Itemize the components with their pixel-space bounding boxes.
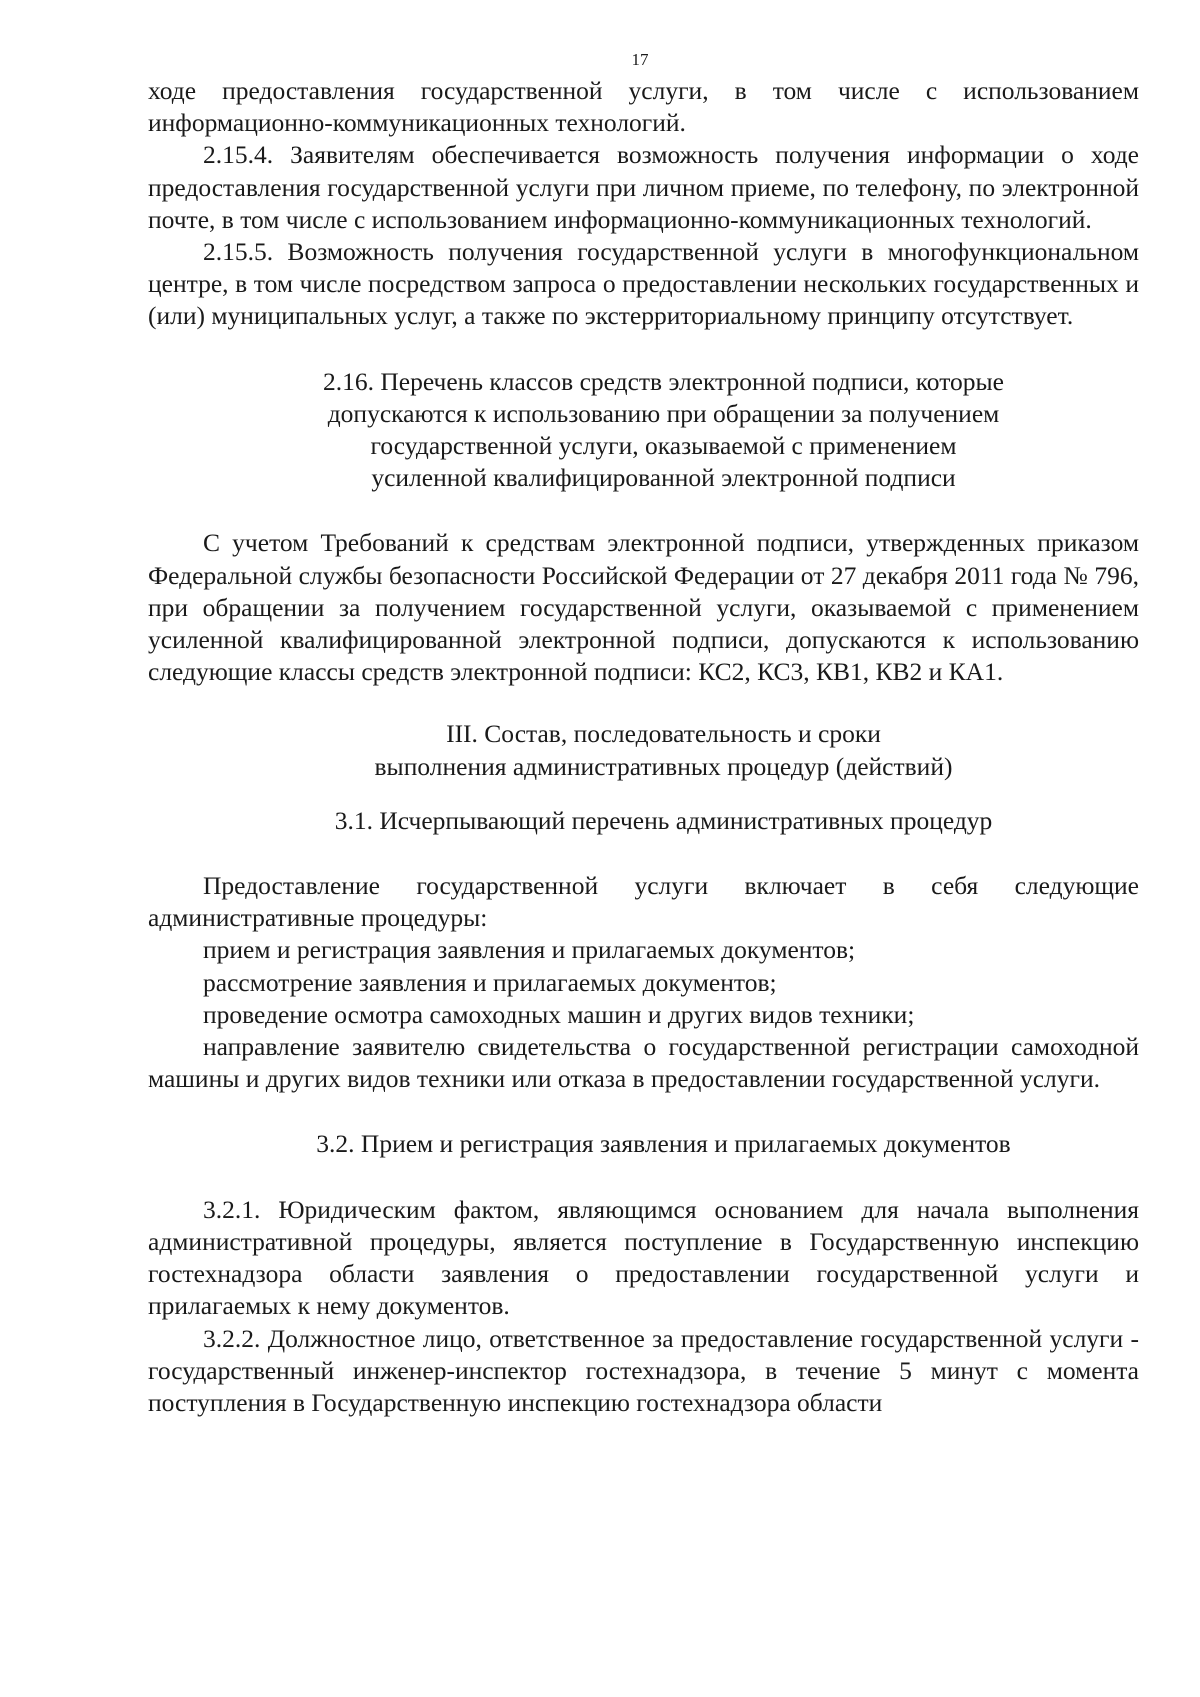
heading-2-16 (148, 366, 1139, 495)
heading-line: усиленной квалифицированной электронной подписи (371, 463, 956, 493)
heading-line: государственной услуги, оказываемой с применением (370, 431, 957, 461)
paragraph-2-15-5: 2.15.5. Возможность получения государственной услуги в многофункциональном центре, в том числе посредством запроса о предоставлении нескольких государственных и (или) муниципальных услуг, а также по экстерриториальному принципу отсутствует. (148, 237, 1139, 331)
paragraph-continuation: ходе предоставления государственной услуги, в том числе с использованием информационно-коммуникационных технологий. (148, 76, 1139, 138)
paragraph-2-15-4: 2.15.4. Заявителям обеспечивается возможность получения информации о ходе предоставления государственной услуги при личном приеме, по телефону, по электронной почте, в том числе с использованием информационно-коммуникационных технологий. (148, 140, 1139, 234)
paragraph-3-1-intro: Предоставление государственной услуги включает в себя следующие административные процедуры: (148, 871, 1139, 933)
heading-section-III (148, 718, 1139, 782)
page-number: 17 (631, 50, 649, 69)
list-item: прием и регистрация заявления и прилагаемых документов; (203, 935, 856, 965)
paragraph-2-16: С учетом Требований к средствам электронной подписи, утвержденных приказом Федеральной службы безопасности Российской Федерации от 27 декабря 2011 года № 796, при обращении за получением государственной услуги, оказываемой с применением усиленной квалифицированной электронной подписи, допускаются к использованию следующие классы средств электронной подписи: КС2, КС3, КВ1, КВ2 и КА1. (148, 528, 1139, 687)
list-item: рассмотрение заявления и прилагаемых документов; (203, 967, 777, 997)
document-body (148, 75, 1139, 1419)
paragraph-3-2-1: 3.2.1. Юридическим фактом, являющимся основанием для начала выполнения административной процедуры, является поступление в Государственную инспекцию гостехнадзора области заявления о предоставлении государственной услуги и прилагаемых к нему документов. (148, 1194, 1139, 1321)
paragraph-3-2-2: 3.2.2. Должностное лицо, ответственное за предоставление государственной услуги - государственный инженер-инспектор гостехнадзора, в течение 5 минут с момента поступления в Государственную инспекцию гостехнадзора области (148, 1323, 1139, 1417)
heading-line: выполнения административных процедур (действий) (374, 751, 953, 781)
list-item: проведение осмотра самоходных машин и других видов техники; (203, 999, 915, 1029)
heading-line: 2.16. Перечень классов средств электронной подписи, которые (323, 366, 1004, 396)
paragraph-3-1-last: направление заявителю свидетельства о государственной регистрации самоходной машины и других видов техники или отказа в предоставлении государственной услуги. (148, 1032, 1139, 1094)
heading-line: III. Состав, последовательность и сроки (446, 719, 881, 749)
heading-line: допускаются к использованию при обращении за получением (327, 398, 1000, 428)
heading-3-1: 3.1. Исчерпывающий перечень административных процедур (334, 805, 993, 835)
heading-3-2: 3.2. Прием и регистрация заявления и прилагаемых документов (316, 1129, 1011, 1159)
